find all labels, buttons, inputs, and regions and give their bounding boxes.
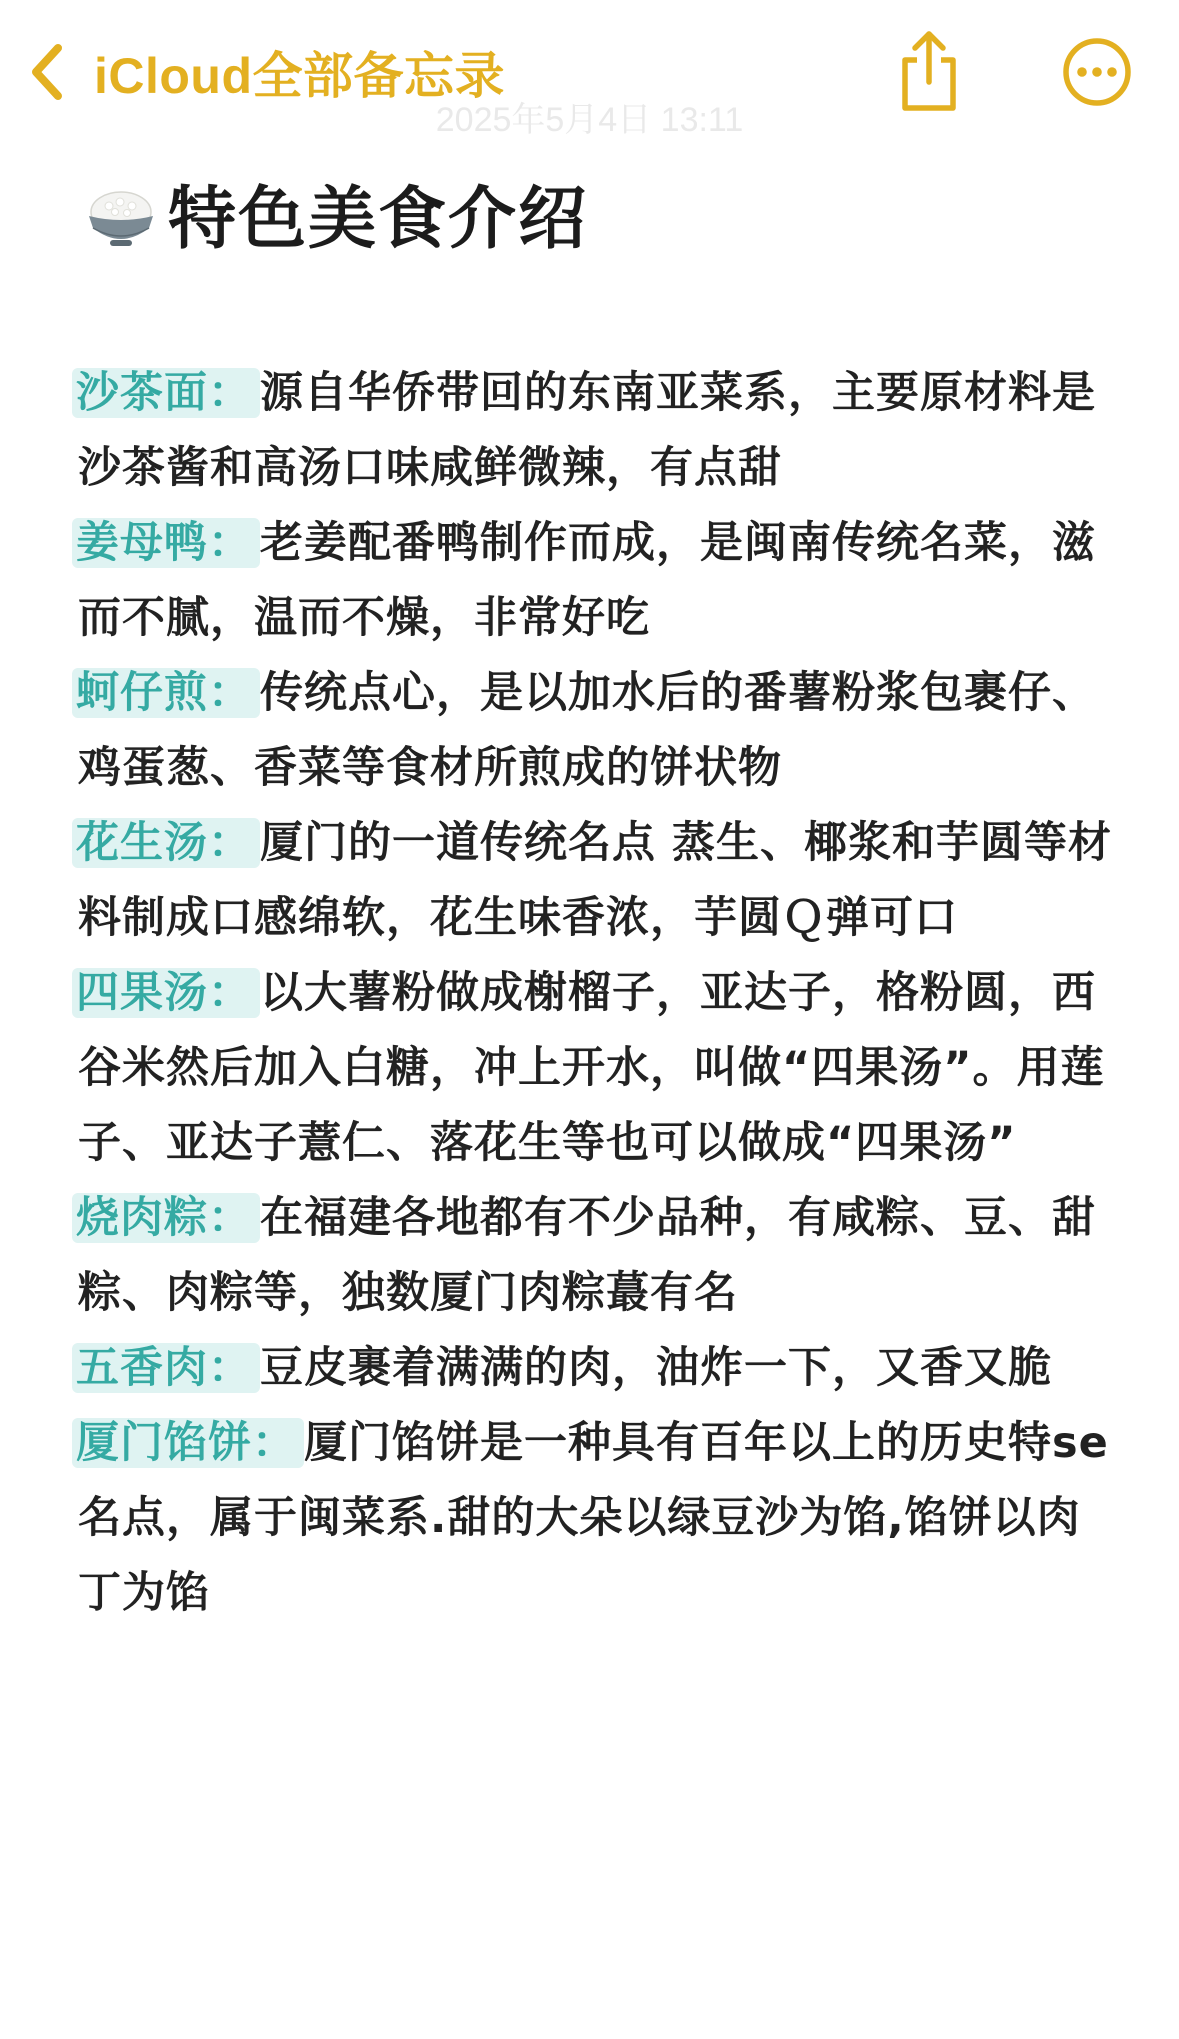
food-description: 源自华侨带回的东南亚菜系，主要原材料是沙茶酱和高汤口味咸鲜微辣，有点甜 (78, 368, 1096, 493)
food-description: 老姜配番鸭制作而成，是闽南传统名菜，滋而不腻，温而不燥，非常好吃 (78, 518, 1096, 643)
food-entry (78, 1406, 1118, 1631)
food-name-highlight: 蚵仔煎： (72, 668, 260, 718)
food-name-highlight: 烧肉粽： (72, 1193, 260, 1243)
food-description: 以大薯粉做成榭榴子，亚达子，格粉圆，西谷米然后加入白糖，冲上开水，叫做“四果汤”。用莲子、亚达子薏仁、落花生等也可以做成“四果汤” (78, 968, 1105, 1168)
food-entry (78, 1181, 1118, 1331)
food-description: 在福建各地都有不少品种，有咸粽、豆、甜粽、肉粽等，独数厦门肉粽蕞有名 (78, 1193, 1096, 1318)
food-name-highlight: 花生汤： (72, 818, 260, 868)
food-name-highlight: 沙茶面： (72, 368, 260, 418)
food-description: 传统点心，是以加水后的番薯粉浆包裹仔、鸡蛋葱、香菜等食材所煎成的饼状物 (78, 668, 1096, 793)
food-name-highlight: 五香肉： (72, 1343, 260, 1393)
back-button-label: iCloud全部备忘录 (94, 48, 506, 104)
rice-bowl-icon (80, 170, 168, 256)
note-timestamp: 2025年5月4日 13:11 (435, 101, 744, 139)
food-entry (78, 356, 1118, 506)
food-description: 厦门的一道传统名点 蒸生、椰浆和芋圆等材料制成口感绵软，花生味香浓，芋圆Ｑ弹可口 (78, 818, 1112, 943)
food-description: 豆皮裹着满满的肉，油炸一下，又香又脆 (260, 1343, 1052, 1393)
note-body[interactable] (78, 356, 1118, 1631)
food-name-highlight: 姜母鸭： (72, 518, 260, 568)
food-name-highlight: 厦门馅饼： (72, 1418, 304, 1468)
food-name-highlight: 四果汤： (72, 968, 260, 1018)
food-entry (78, 806, 1118, 956)
food-entry (78, 956, 1118, 1181)
food-entry (78, 506, 1118, 656)
food-entry (78, 1331, 1118, 1406)
food-entry (78, 656, 1118, 806)
note-title: 特色美食介绍 (168, 179, 589, 259)
food-description: 厦门馅饼是一种具有百年以上的历史特se名点，属于闽菜系.甜的大朵以绿豆沙为馅,馅饼以肉丁为馅 (78, 1418, 1109, 1618)
note-title-row (80, 168, 588, 258)
